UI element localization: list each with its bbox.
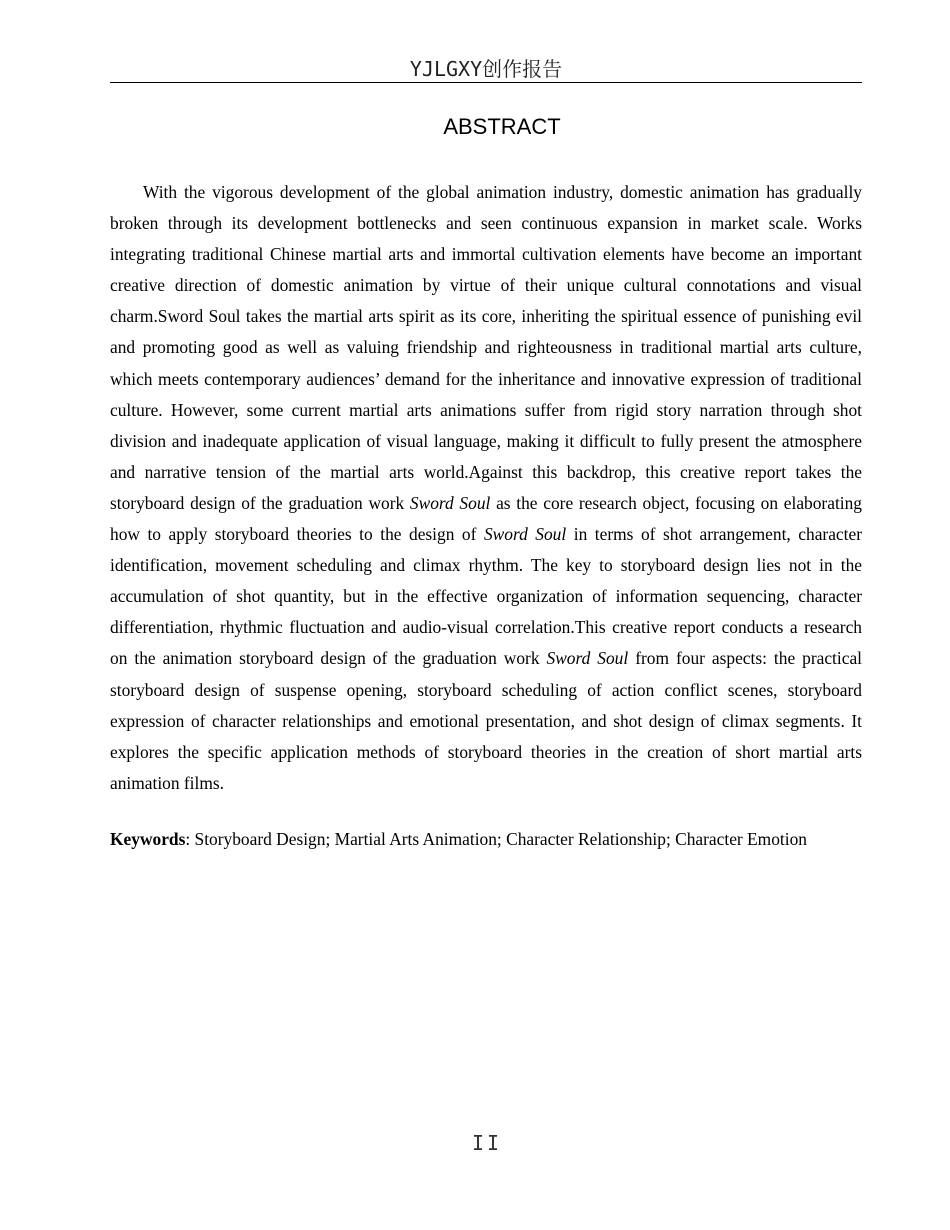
keywords-line — [110, 824, 870, 854]
work-title-italic: Sword Soul — [483, 524, 567, 545]
abstract-title: ABSTRACT — [443, 114, 561, 139]
abstract-text-part-4: from four aspects: the practical storyboard design of suspense opening, storyboard scheduling of action conflict scenes, storyboard expression of character relationships and emotional presentation, and shot design of climax segments. It explores the specific application methods of storyboard theories in the creation of short martial arts animation films. — [110, 648, 862, 793]
running-header: YJLGXY创作报告 — [110, 56, 862, 83]
page-number: II — [471, 1131, 503, 1155]
abstract-text-part-3: in terms of shot arrangement, character identification, movement scheduling and climax rhythm. The key to storyboard design lies not in the accumulation of shot quantity, but in the effective organization of information sequencing, character differentiation, rhythmic fluctuation and audio-visual correlation.This creative report conducts a research on the animation storyboard design of the graduation work — [110, 524, 862, 669]
keywords-text: Storyboard Design; Martial Arts Animation; Character Relationship; Character Emotion — [194, 829, 807, 849]
abstract-paragraph — [110, 177, 862, 799]
work-title-italic: Sword Soul — [409, 492, 491, 513]
work-title-italic: Sword Soul — [546, 648, 629, 669]
abstract-text-part-2: as the core research object, focusing on elaborating how to apply storyboard theories to the design of — [110, 492, 862, 545]
keywords-separator: : — [185, 829, 195, 849]
abstract-text-part-1: With the vigorous development of the global animation industry, domestic animation has gradually broken through its development bottlenecks and seen continuous expansion in market scale. Works integrating traditional Chinese martial arts and immortal cultivation elements have become an important creative direction of domestic animation by virtue of their unique cultural connotations and visual charm.Sword Soul takes the martial arts spirit as its core, inheriting the spiritual essence of punishing evil and promoting good as well as valuing friendship and righteousness in traditional martial arts culture, which meets contemporary audiences’ demand for the inheritance and innovative expression of traditional culture. However, some current martial arts animations suffer from rigid story narration through shot division and inadequate application of visual language, making it difficult to fully present the atmosphere and narrative tension of the martial arts world.Against this backdrop, this creative report takes the storyboard design of the graduation work — [110, 182, 862, 513]
keywords-label: Keywords — [110, 829, 186, 849]
